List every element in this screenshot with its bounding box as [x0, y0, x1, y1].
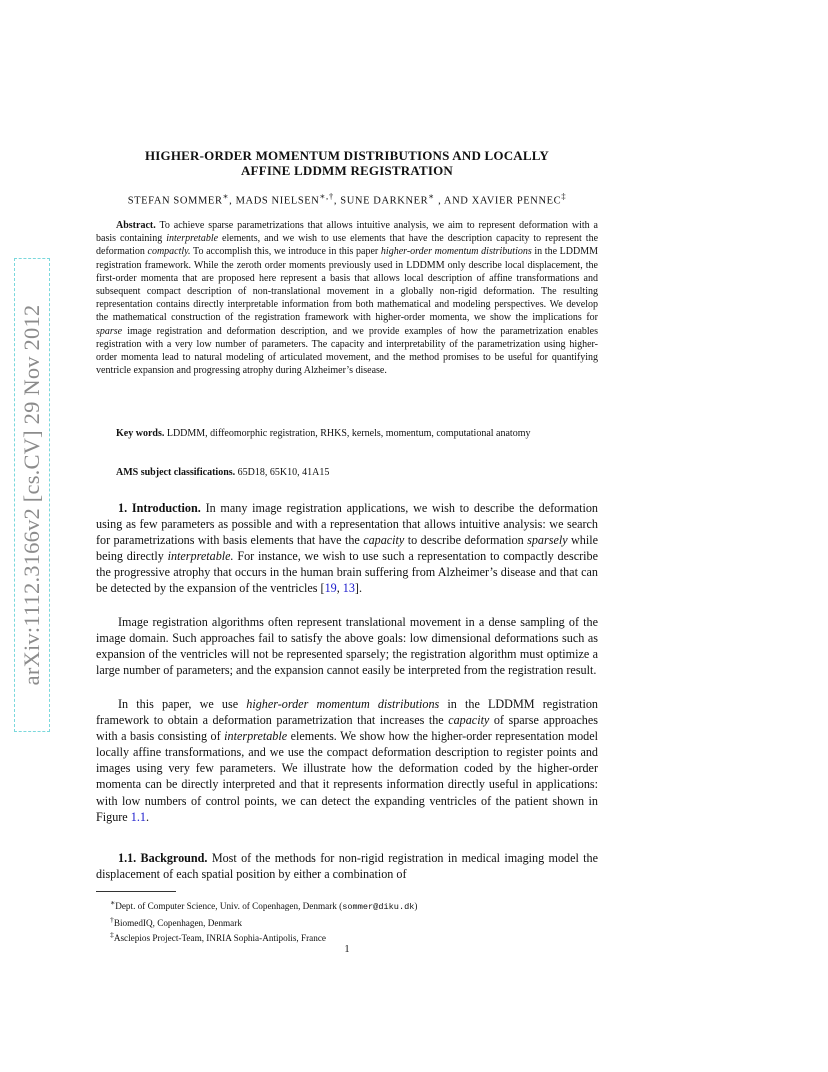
author-2: MADS NIELSEN [235, 195, 320, 207]
figure-link[interactable]: 1.1 [130, 809, 146, 824]
keywords-text: LDDMM, diffeomorphic registration, RHKS, kernels, momentum, computational anatomy [166, 428, 531, 439]
abstract-text: elements, and we wish to use elements that have the description capacity to represent the deformation [96, 233, 599, 258]
ams-text: 65D18, 65K10, 41A15 [237, 467, 330, 478]
abstract-text: image registration and deformation description, and we provide examples of how the parametrization enables registration with a very low number of parameters. The capacity and interpretability of the parametrization using higher-order momenta lead to natural modeling of articulated movement, and the method promises to be useful for quantifying ventricle expansion and progressing atrophy during Alzheimer’s disease. [96, 325, 598, 377]
footnote-text: Asclepios Project-Team, INRIA Sophia-Antipolis, France [113, 933, 326, 944]
footnote-1 [96, 897, 598, 914]
abstract-emphasis: higher-order momentum distributions [380, 246, 532, 258]
paper-title [96, 148, 598, 178]
body-emphasis: higher-order momentum distributions [246, 697, 440, 711]
ams-classifications [116, 467, 329, 478]
citation-link[interactable]: 19 [324, 581, 337, 596]
body-emphasis: interpretable. [167, 549, 234, 564]
author-3: SUNE DARKNER [340, 195, 429, 207]
body-text: . [145, 809, 149, 824]
footnote-2 [96, 914, 598, 930]
email-link[interactable]: sommer@diku.dk [342, 902, 415, 913]
background-paragraph [96, 850, 598, 882]
body-text: In this paper, we use [118, 697, 239, 711]
footnote-divider [96, 891, 176, 892]
intro-paragraph-3 [96, 696, 598, 825]
body-text: ]. [354, 581, 362, 596]
author-1-mark: ∗ [222, 191, 230, 201]
author-4-mark: ‡ [561, 191, 567, 201]
footnote-mark: † [110, 914, 114, 924]
citation-separator: , [336, 581, 343, 596]
body-emphasis: interpretable [224, 729, 288, 744]
intro-paragraph-1 [96, 500, 598, 597]
citation-link[interactable]: 13 [342, 581, 355, 596]
title-line-2: AFFINE LDDMM REGISTRATION [240, 163, 454, 178]
body-emphasis: sparsely [527, 533, 568, 548]
abstract-emphasis: compactly. [147, 246, 191, 258]
abstract-heading: Abstract. [116, 220, 156, 231]
abstract-emphasis: sparse [96, 325, 123, 337]
body-text: elements. We show how the higher-order representation model locally affine transformations, and we use the compact deformation description to register points and images using very few parameters. We illustrate how the deformation coded by the higher-order momenta can be directly interpreted and that it represents information directly useful in applications: with low numbers of control points, we can detect the expanding ventricles of the patient shown in Figure [96, 729, 598, 824]
body-text: while being directly [96, 533, 598, 564]
footnote-mark: ‡ [110, 930, 114, 940]
abstract-text: in the LDDMM registration framework. While the zeroth order moments previously used in LDDMM only describe local displacement, the first-order momenta that are proposed here represent a basis that allows local description of affine transformations and subsequent compact description of non-translational movement in a globally non-rigid deformation. The resulting representation contains directly interpretable information from both mathematical and modeling perspectives. We develop the mathematical construction of the registration framework with higher-order momenta, we show the implications for [96, 246, 599, 324]
author-2-mark: ∗,† [319, 191, 334, 201]
footnote-3 [96, 929, 598, 945]
body-emphasis: capacity [363, 533, 405, 548]
body-text: In many image registration applications, we wish to describe the deformation using as few parameters as possible and with a representation that allows intuitive analysis: we search for parametrizations with basis elements that have the [96, 501, 598, 548]
section-heading-background: 1.1. Background. [118, 851, 208, 865]
footnote-text: Dept. of Computer Science, Univ. of Copenhagen, Denmark ( [115, 901, 343, 912]
ams-heading: AMS subject classifications. [116, 467, 236, 478]
abstract-text: To achieve sparse parametrizations that allows intuitive analysis, we aim to represent deformation with a basis containing [96, 220, 598, 245]
page-number: 1 [344, 944, 350, 955]
footnotes [96, 897, 598, 945]
footnote-mark: ∗ [110, 898, 116, 907]
body-text: of sparse approaches with a basis consisting of [96, 713, 598, 744]
footnote-text: BiomedIQ, Copenhagen, Denmark [113, 917, 242, 928]
body-text: Most of the methods for non-rigid registration in medical imaging model the displacement of each spatial position by either a combination of [96, 851, 599, 882]
keywords [96, 427, 598, 440]
abstract [96, 219, 598, 377]
arxiv-stamp-text: arXiv:1112.3166v2 [cs.CV] 29 Nov 2012 [19, 304, 44, 686]
body-text: in the LDDMM registration framework to obtain a deformation parametrization that increases the [96, 697, 598, 728]
intro-paragraph-2: Image registration algorithms often represent translational movement in a dense sampling of the image domain. Such approaches fail to satisfy the above goals: low dimensional deformations such as expansion of the ventricles will not be represented sparsely; the registration algorithm must optimize a large number of parameters; and the expansion cannot easily be interpreted from the registration result. [96, 615, 598, 678]
abstract-text: To accomplish this, we introduce in this paper [193, 246, 379, 258]
abstract-emphasis: interpretable [166, 233, 219, 245]
body-emphasis: capacity [448, 713, 490, 728]
author-1: STEFAN SOMMER [127, 195, 223, 207]
keywords-heading: Key words. [116, 428, 165, 439]
body-text: to describe deformation [407, 533, 524, 548]
section-heading-introduction: 1. Introduction. [118, 501, 201, 515]
arxiv-stamp [14, 258, 50, 732]
footnote-text: ) [414, 901, 418, 912]
author-4: , AND XAVIER PENNEC [438, 195, 562, 207]
title-line-1: HIGHER-ORDER MOMENTUM DISTRIBUTIONS AND LOCALLY [144, 148, 550, 163]
author-3-mark: ∗ [428, 191, 435, 201]
author-list: STEFAN SOMMER∗, MADS NIELSEN∗,†, SUNE DARKNER∗ , AND XAVIER PENNEC‡ [127, 191, 567, 207]
body-text: For instance, we wish to use such a representation to compactly describe the progressive atrophy that occurs in the human brain suffering from Alzheimer’s disease and that can be detected by the expansion of the ventricles [ [96, 549, 598, 596]
